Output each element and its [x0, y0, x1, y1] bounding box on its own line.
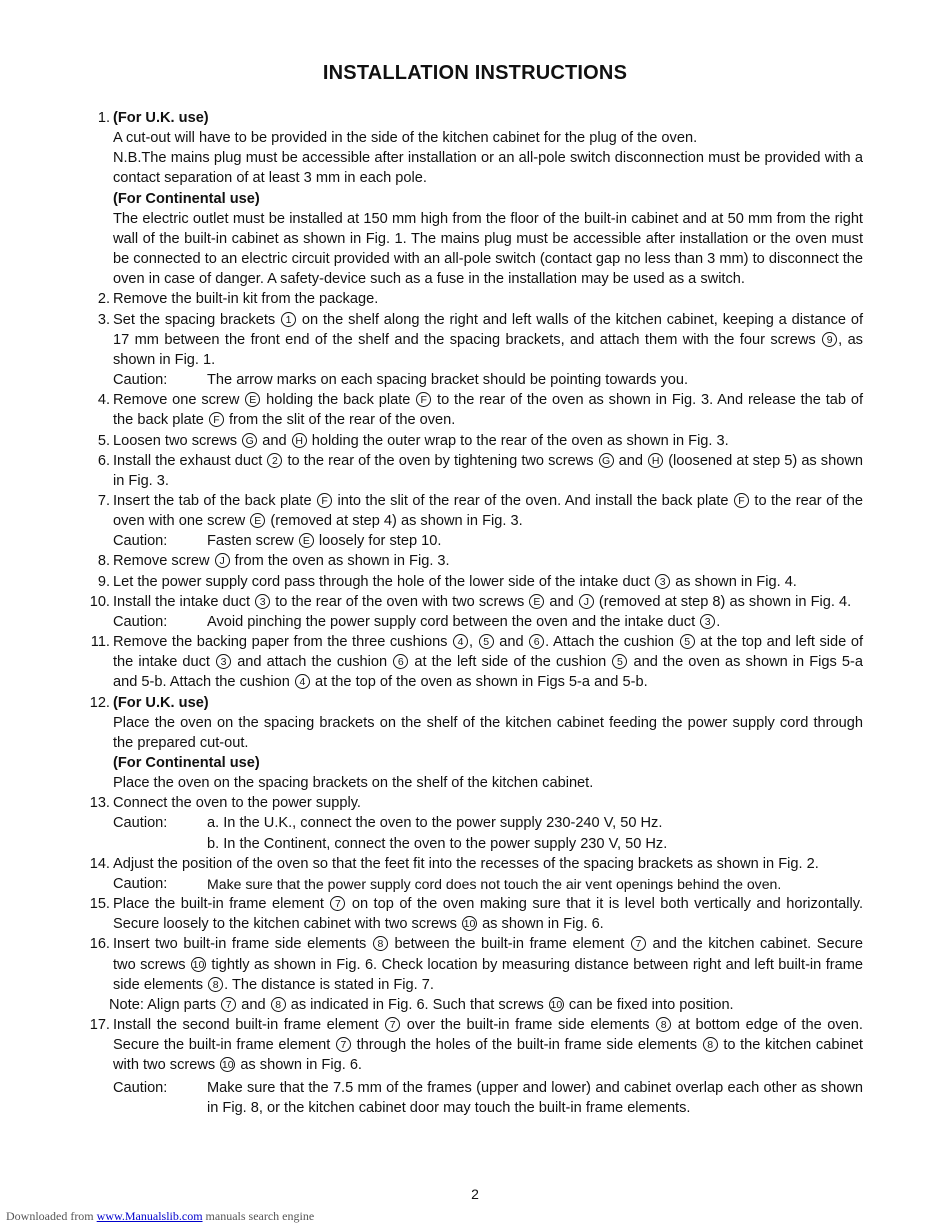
- part-marker: J: [579, 594, 594, 609]
- caution: Caution: The arrow marks on each spacing bracket should be pointing towards you.: [113, 372, 689, 389]
- caution: Caution: Make sure that the power supply cord does not touch the air vent openings behind the oven.: [113, 875, 782, 892]
- step-13: [88, 793, 863, 853]
- part-marker: 7: [336, 1037, 351, 1052]
- step-text: Place the built-in frame element 7 on top of the oven making sure that it is level both vertically and horizontally. Secure loosely to the kitchen cabinet with two screws 10 as shown in Fig. 6.: [113, 896, 863, 933]
- page-number: 2: [471, 1186, 479, 1202]
- part-marker: 4: [295, 674, 310, 689]
- step-number: 7.: [97, 492, 110, 509]
- step-number: 5.: [97, 432, 110, 449]
- paragraph: Place the oven on the spacing brackets on the shelf of the kitchen cabinet.: [113, 775, 594, 792]
- step-number: 13.: [89, 795, 110, 812]
- part-marker: 5: [612, 654, 627, 669]
- step-1: [88, 108, 863, 289]
- part-marker: H: [292, 433, 307, 448]
- part-marker: 8: [703, 1037, 718, 1052]
- step-number: 4.: [97, 392, 110, 409]
- step-text: Adjust the position of the oven so that the feet fit into the recesses of the spacing brackets as shown in Fig. 2.: [113, 855, 819, 872]
- step-number: 17.: [89, 1017, 110, 1034]
- step-6: [88, 451, 863, 491]
- part-marker: 5: [479, 634, 494, 649]
- part-marker: 4: [453, 634, 468, 649]
- step-11: [88, 632, 863, 692]
- step-text: Connect the oven to the power supply.: [113, 795, 361, 812]
- part-marker: F: [317, 493, 332, 508]
- step-number: 10.: [89, 593, 110, 610]
- step-text: Let the power supply cord pass through the hole of the lower side of the intake duct 3 as shown in Fig. 4.: [113, 573, 797, 590]
- part-marker: G: [242, 433, 257, 448]
- part-marker: F: [416, 392, 431, 407]
- step-text: Remove one screw E holding the back plate F to the rear of the oven as shown in Fig. 3. And release the tab of the back plate F from the slit of the rear of the oven.: [113, 392, 864, 429]
- subheading-continental: (For Continental use): [113, 190, 260, 207]
- caution: Caution: Fasten screw E loosely for step 10.: [113, 533, 442, 550]
- caution: Caution: Avoid pinching the power supply cord between the oven and the intake duct 3 .: [113, 613, 721, 630]
- note: Note: Align parts 7 and 8 as indicated in Fig. 6. Such that screws 10 can be fixed into position.: [109, 996, 734, 1013]
- part-marker: H: [648, 453, 663, 468]
- step-12: [88, 693, 863, 794]
- part-marker: 7: [631, 936, 646, 951]
- step-number: 1.: [97, 110, 110, 126]
- step-text: Install the second built-in frame element 7 over the built-in frame side elements 8 at bottom edge of the oven. Secure the built-in frame element 7 through the holes of the built-in frame side elements 8 to the kitchen cabinet with two screws 10 as shown in Fig. 6.: [113, 1017, 863, 1074]
- part-marker: 5: [680, 634, 695, 649]
- paragraph: Place the oven on the spacing brackets on the shelf of the kitchen cabinet feeding the power supply cord through the prepared cut-out.: [113, 714, 863, 751]
- step-number: 11.: [90, 634, 110, 651]
- download-footer: [6, 1209, 314, 1224]
- step-text: Insert the tab of the back plate F into the slit of the rear of the oven. And install the back plate F to the rear of the oven with one screw E (removed at step 4) as shown in Fig. 3.: [113, 492, 863, 530]
- step-number: 2.: [97, 291, 110, 308]
- part-marker: 10: [550, 998, 563, 1011]
- step-text: Install the exhaust duct 2 to the rear of the oven by tightening two screws G and H (loosened at step 5) as shown in Fig. 3.: [113, 452, 863, 489]
- part-marker: 3: [700, 614, 715, 629]
- step-3: [88, 310, 863, 391]
- step-17: [88, 1015, 863, 1118]
- part-marker: 10: [463, 918, 476, 931]
- part-marker: 8: [271, 997, 286, 1012]
- step-2: [88, 289, 863, 309]
- part-marker: J: [215, 553, 230, 568]
- part-marker: 3: [655, 574, 670, 589]
- step-number: 15.: [89, 896, 110, 913]
- footer-suffix: manuals search engine: [205, 1209, 315, 1223]
- part-marker: E: [250, 513, 265, 528]
- part-marker: F: [734, 493, 749, 508]
- part-marker: E: [299, 533, 314, 548]
- step-number: 14.: [89, 855, 110, 872]
- caution: Caution: a. In the U.K., connect the oven to the power supply 230-240 V, 50 Hz. b. In the Continent, connect the oven to the power supply 230 V, 50 Hz.: [113, 815, 668, 852]
- instruction-list: [88, 108, 863, 1118]
- subheading-uk: (For U.K. use): [113, 694, 209, 711]
- step-number: 8.: [97, 553, 110, 570]
- paragraph: A cut-out will have to be provided in the side of the kitchen cabinet for the plug of the oven.: [113, 130, 698, 147]
- step-16: [88, 934, 863, 1015]
- step-9: [88, 572, 863, 592]
- part-marker: 8: [208, 977, 223, 992]
- part-marker: 8: [656, 1017, 671, 1032]
- part-marker: 2: [267, 453, 282, 468]
- part-marker: G: [599, 453, 614, 468]
- step-number: 16.: [89, 936, 110, 953]
- step-14: [88, 854, 863, 894]
- step-text: Remove the backing paper from the three cushions 4 , 5 and 6 . Attach the cushion 5 at the top and left side of the intake duct 3 and attach the cushion 6 at the left side of the cushion 5 and the oven as shown in Figs 5-a and 5-b. Attach the cushion 4 at the top of the oven as shown in Figs 5-a and 5-b.: [113, 634, 864, 691]
- step-8: [88, 551, 863, 571]
- step-5: [88, 431, 863, 451]
- manualslib-link[interactable]: www.Manualslib.com: [96, 1209, 203, 1223]
- step-number: 9.: [97, 573, 110, 590]
- part-marker: 10: [192, 958, 205, 971]
- step-4: [88, 390, 863, 430]
- part-marker: 3: [216, 654, 231, 669]
- part-marker: 6: [529, 634, 544, 649]
- subheading-uk: (For U.K. use): [113, 110, 209, 126]
- step-number: 6.: [97, 452, 110, 469]
- part-marker: 6: [393, 654, 408, 669]
- step-10: [88, 592, 863, 632]
- step-15: [88, 894, 863, 934]
- step-number: 12.: [89, 694, 110, 711]
- part-marker: 7: [221, 997, 236, 1012]
- part-marker: 1: [281, 312, 296, 327]
- part-marker: 3: [255, 594, 270, 609]
- step-text: Insert two built-in frame side elements 8 between the built-in frame element 7 and the kitchen cabinet. Secure two screws 10 tightly as shown in Fig. 6. Check location by measuring distance between right and left built-in frame side elements 8 . The distance is stated in Fig. 7.: [113, 936, 864, 993]
- part-marker: 7: [385, 1017, 400, 1032]
- footer-prefix: Downloaded from: [6, 1209, 94, 1223]
- paragraph: N.B.The mains plug must be accessible after installation or an all-pole switch disconnection must be provided with a contact separation of at least 3 mm in each pole.: [113, 150, 863, 187]
- step-text: Remove the built-in kit from the package.: [113, 291, 379, 308]
- part-marker: 7: [330, 896, 345, 911]
- part-marker: 8: [373, 936, 388, 951]
- part-marker: E: [529, 594, 544, 609]
- page-title: INSTALLATION INSTRUCTIONS: [322, 62, 628, 84]
- step-text: Install the intake duct 3 to the rear of the oven with two screws E and J (removed at step 8) as shown in Fig. 4.: [113, 593, 852, 610]
- part-marker: F: [209, 412, 224, 427]
- step-text: Set the spacing brackets 1 on the shelf along the right and left walls of the kitchen cabinet, keeping a distance of 17 mm between the front end of the shelf and the spacing brackets, and attach them with the four screws 9 , as shown in Fig. 1.: [113, 311, 864, 368]
- caution: Caution: Make sure that the 7.5 mm of the frames (upper and lower) and cabinet overlap each other as shown in Fig. 8, or the kitchen cabinet door may touch the built-in frame elements.: [113, 1079, 863, 1116]
- step-7: [88, 491, 863, 551]
- paragraph: The electric outlet must be installed at 150 mm high from the floor of the built-in cabinet and at 50 mm from the right wall of the built-in cabinet as shown in Fig. 1. The mains plug must be accessible after installation or the oven must be connected to an electric circuit provided with an all-pole switch (contact gap no less than 3 mm) to disconnect the oven in case of danger. A safety-device such as a fuse in the installation may be used as a switch.: [113, 210, 863, 288]
- step-text: Loosen two screws G and H holding the outer wrap to the rear of the oven as shown in Fig. 3.: [113, 432, 729, 449]
- subheading-continental: (For Continental use): [113, 755, 260, 771]
- step-text: Remove screw J from the oven as shown in Fig. 3.: [113, 553, 450, 570]
- part-marker: 10: [221, 1059, 234, 1072]
- part-marker: 9: [822, 332, 837, 347]
- part-marker: E: [245, 392, 260, 407]
- step-number: 3.: [97, 311, 110, 328]
